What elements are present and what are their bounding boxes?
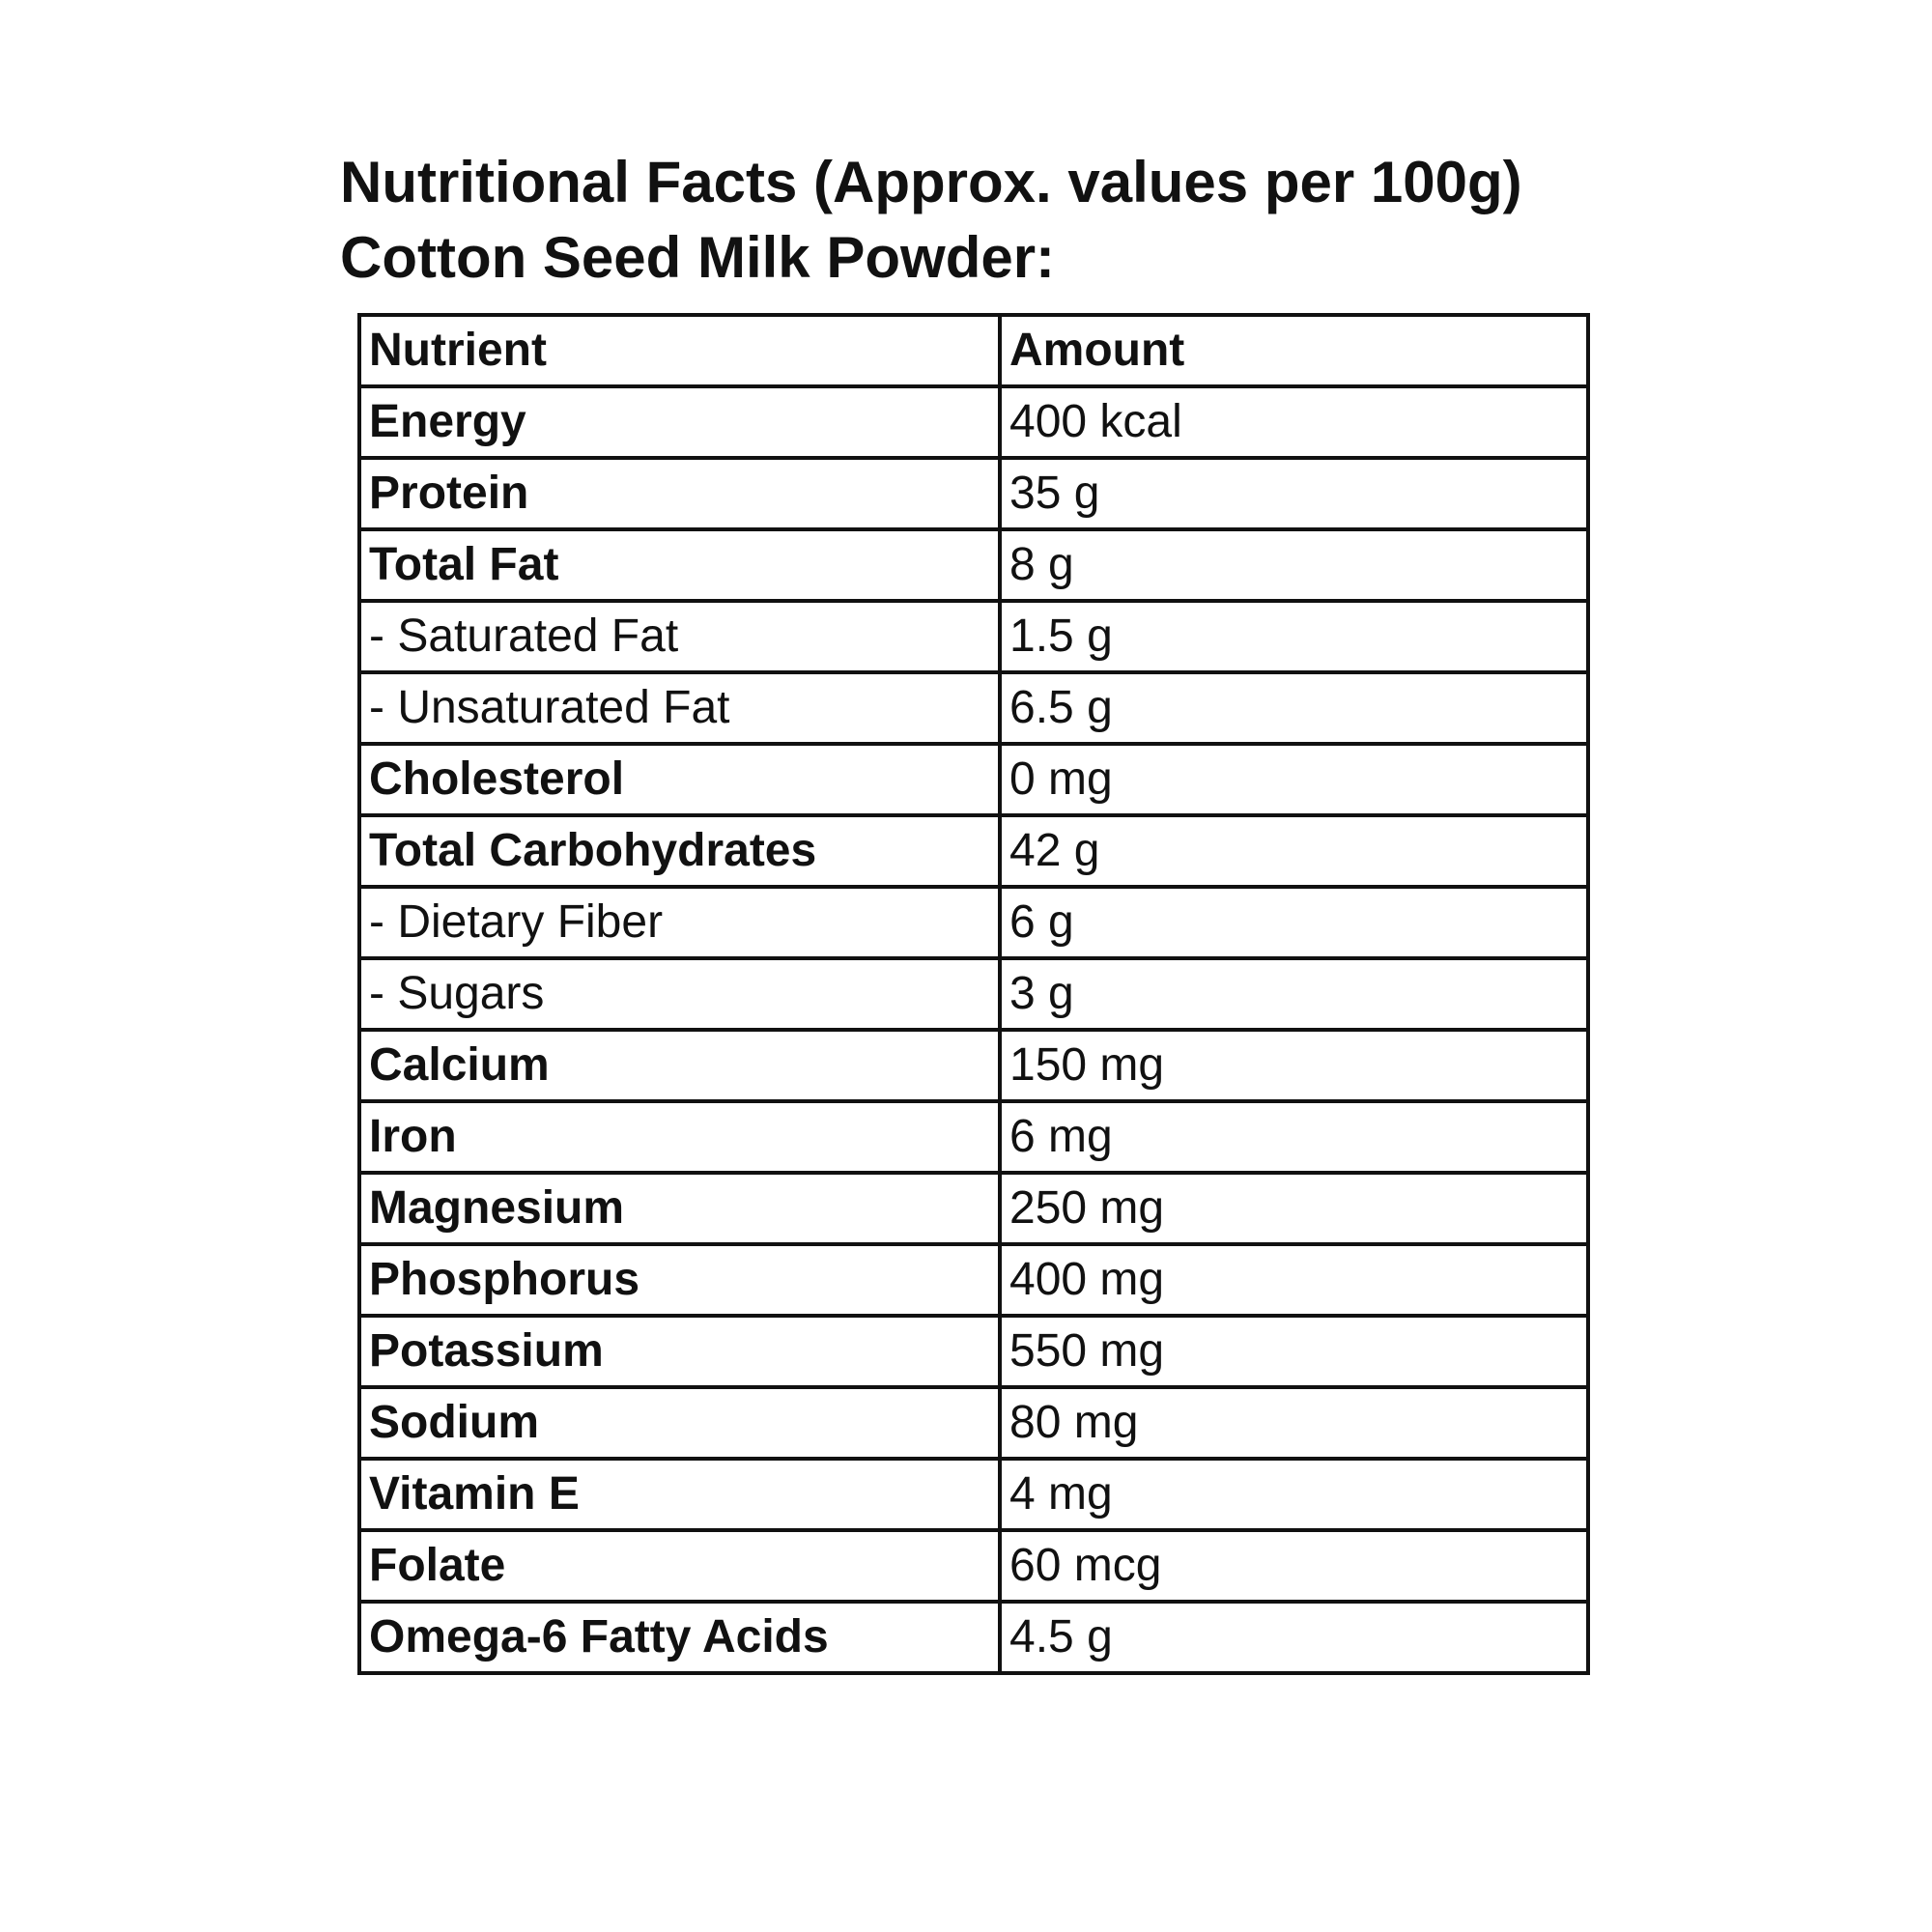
- nutrient-amount-cell: 250 mg: [1000, 1173, 1588, 1244]
- table-row: [359, 1602, 1588, 1673]
- nutrient-name-cell: Protein: [359, 458, 1000, 529]
- column-header-amount: Amount: [1000, 315, 1588, 386]
- table-row: [359, 815, 1588, 887]
- nutrient-amount-cell: 150 mg: [1000, 1030, 1588, 1101]
- nutrient-amount-cell: 42 g: [1000, 815, 1588, 887]
- heading-subtitle: Cotton Seed Milk Powder:: [340, 225, 1056, 290]
- table-row: [359, 1244, 1588, 1316]
- nutrient-amount-cell: 60 mcg: [1000, 1530, 1588, 1602]
- table-body: [359, 386, 1588, 1673]
- table-row: [359, 744, 1588, 815]
- nutrient-name-cell: Potassium: [359, 1316, 1000, 1387]
- table-row: [359, 386, 1588, 458]
- nutrient-amount-cell: 4 mg: [1000, 1459, 1588, 1530]
- nutrient-name-cell: - Unsaturated Fat: [359, 672, 1000, 744]
- table-row: [359, 529, 1588, 601]
- table-row: [359, 1173, 1588, 1244]
- table-row: [359, 1030, 1588, 1101]
- nutrient-amount-cell: 6 mg: [1000, 1101, 1588, 1173]
- nutrient-name-cell: Total Carbohydrates: [359, 815, 1000, 887]
- table-row: [359, 1459, 1588, 1530]
- table-row: [359, 601, 1588, 672]
- nutrient-name-cell: Folate: [359, 1530, 1000, 1602]
- nutrient-amount-cell: 4.5 g: [1000, 1602, 1588, 1673]
- nutrient-amount-cell: 0 mg: [1000, 744, 1588, 815]
- nutrient-amount-cell: 35 g: [1000, 458, 1588, 529]
- page-heading: [340, 145, 1741, 296]
- nutrient-name-cell: - Sugars: [359, 958, 1000, 1030]
- nutrient-name-cell: Iron: [359, 1101, 1000, 1173]
- nutrient-amount-cell: 400 kcal: [1000, 386, 1588, 458]
- nutrient-amount-cell: 400 mg: [1000, 1244, 1588, 1316]
- nutrient-amount-cell: 3 g: [1000, 958, 1588, 1030]
- nutrient-name-cell: Omega-6 Fatty Acids: [359, 1602, 1000, 1673]
- table-row: [359, 1387, 1588, 1459]
- nutrient-name-cell: Energy: [359, 386, 1000, 458]
- table-row: [359, 1530, 1588, 1602]
- table-row: [359, 1316, 1588, 1387]
- nutrition-table: [357, 313, 1590, 1675]
- column-header-nutrient: Nutrient: [359, 315, 1000, 386]
- table-row: [359, 458, 1588, 529]
- nutrient-amount-cell: 6.5 g: [1000, 672, 1588, 744]
- nutrient-amount-cell: 8 g: [1000, 529, 1588, 601]
- nutrient-name-cell: - Dietary Fiber: [359, 887, 1000, 958]
- nutrient-amount-cell: 550 mg: [1000, 1316, 1588, 1387]
- nutrient-name-cell: Magnesium: [359, 1173, 1000, 1244]
- table-row: [359, 1101, 1588, 1173]
- nutrient-amount-cell: 80 mg: [1000, 1387, 1588, 1459]
- nutrient-amount-cell: 6 g: [1000, 887, 1588, 958]
- table-row: [359, 958, 1588, 1030]
- nutrient-name-cell: Phosphorus: [359, 1244, 1000, 1316]
- nutrient-amount-cell: 1.5 g: [1000, 601, 1588, 672]
- nutrient-name-cell: Cholesterol: [359, 744, 1000, 815]
- table-row: [359, 887, 1588, 958]
- nutrient-name-cell: Total Fat: [359, 529, 1000, 601]
- heading-title: Nutritional Facts (Approx. values per 100g): [340, 150, 1522, 214]
- table-header-row: [359, 315, 1588, 386]
- nutrient-name-cell: Sodium: [359, 1387, 1000, 1459]
- nutrient-name-cell: Calcium: [359, 1030, 1000, 1101]
- nutrient-name-cell: - Saturated Fat: [359, 601, 1000, 672]
- table-row: [359, 672, 1588, 744]
- nutrient-name-cell: Vitamin E: [359, 1459, 1000, 1530]
